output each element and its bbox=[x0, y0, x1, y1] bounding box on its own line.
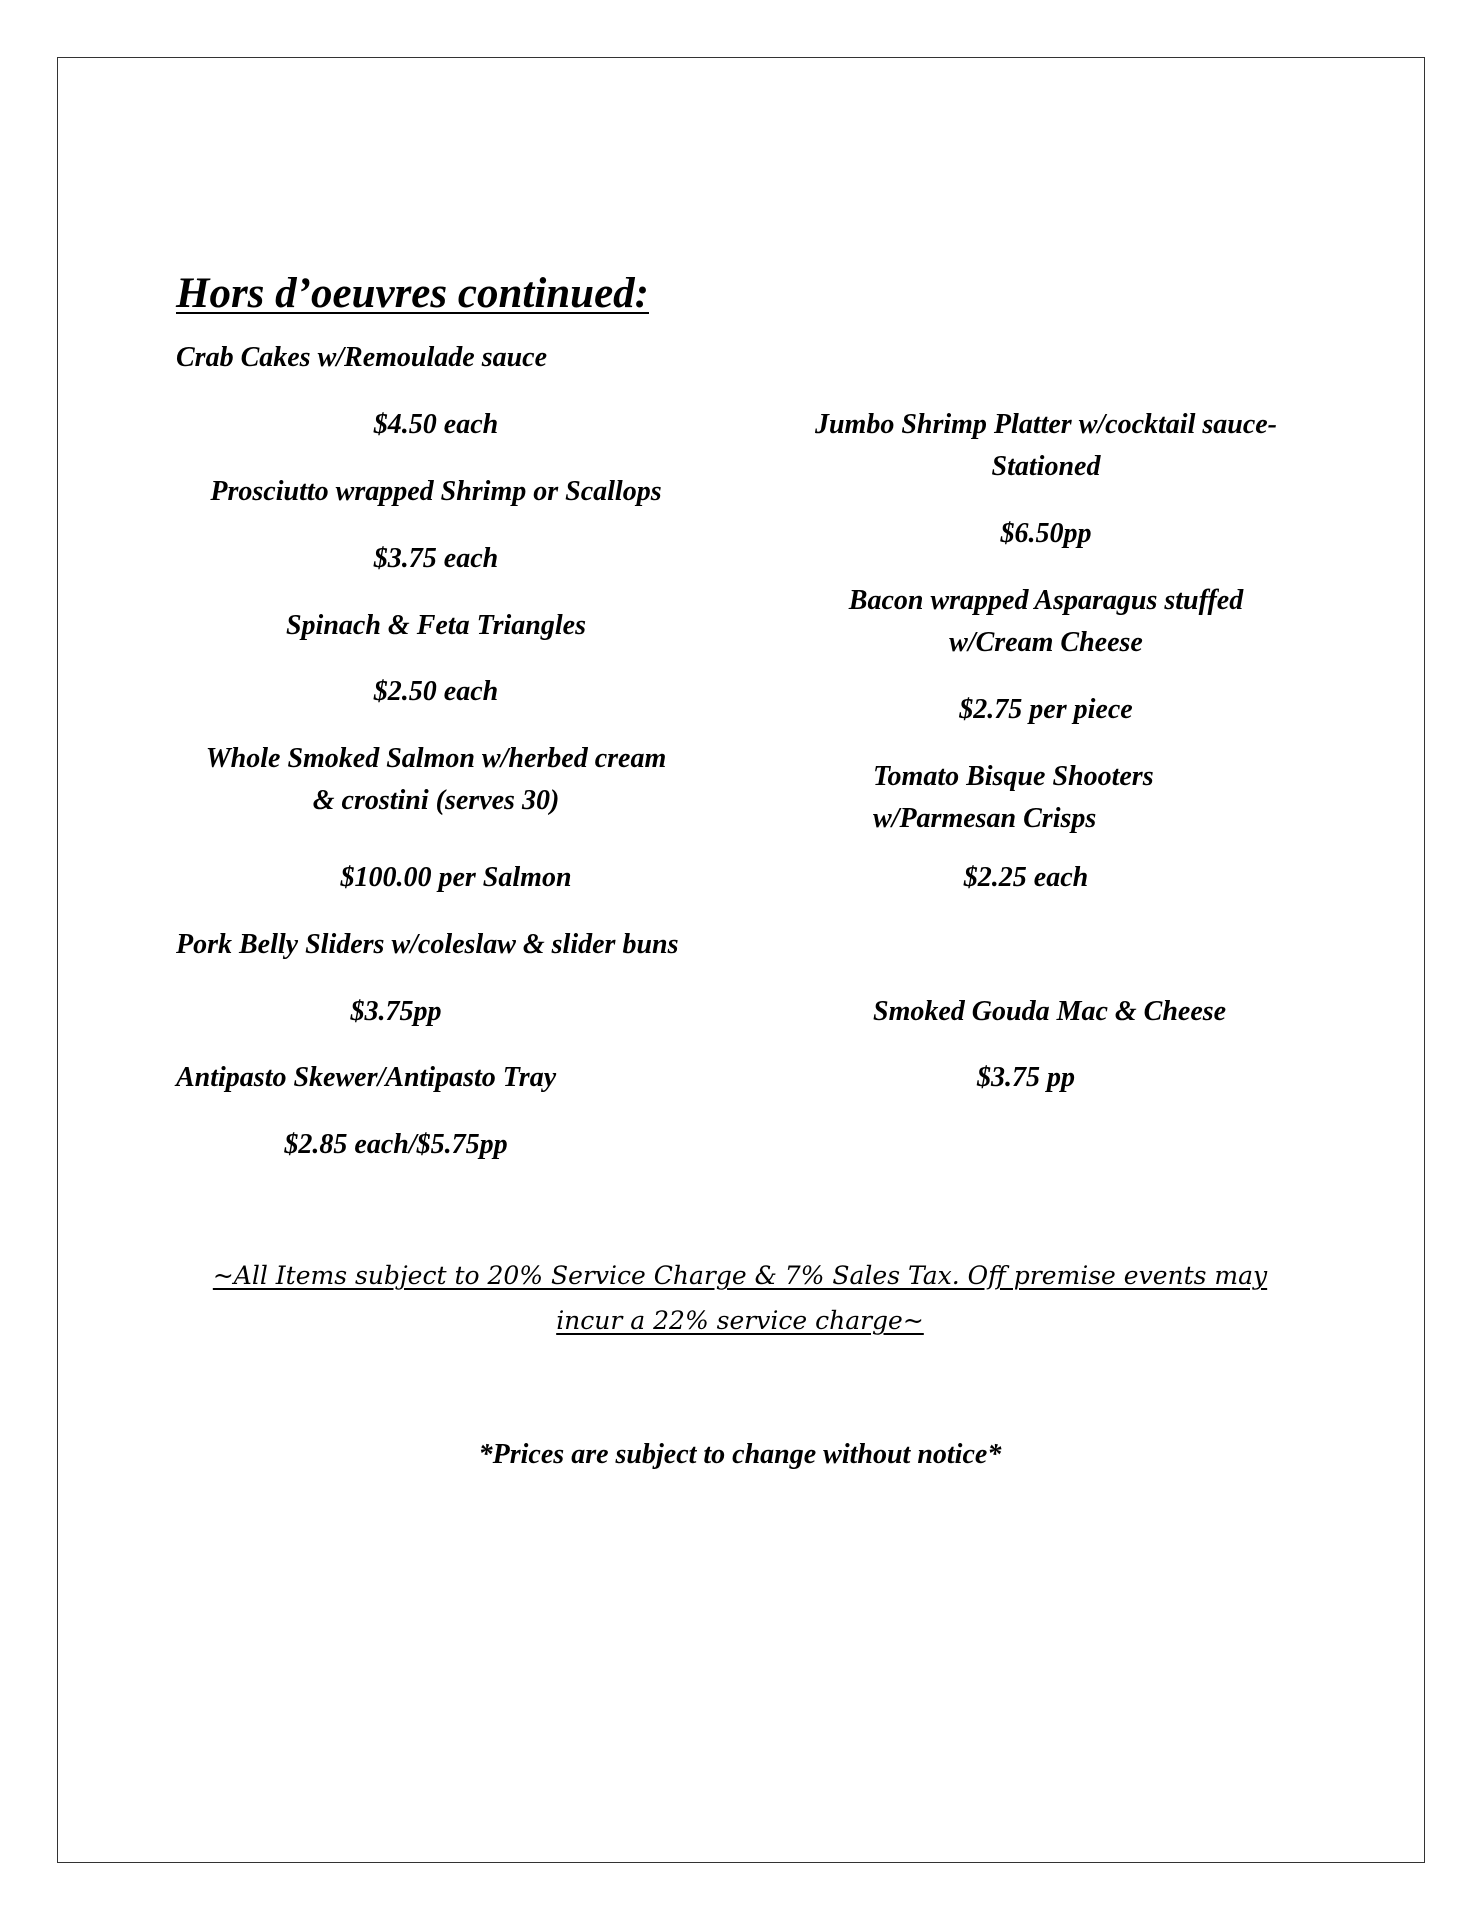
item-pork-belly: Pork Belly Sliders w/coleslaw & slider buns bbox=[176, 929, 679, 960]
price-smoked-gouda-mac: $3.75 pp bbox=[977, 1062, 1075, 1093]
price-prosciutto: $3.75 each bbox=[373, 543, 499, 574]
price-change-notice: *Prices are subject to change without notice* bbox=[478, 1439, 1002, 1470]
page-title: Hors d’oeuvres continued: bbox=[176, 270, 649, 317]
service-charge-note-line2: incur a 22% service charge~ bbox=[556, 1306, 924, 1335]
price-smoked-salmon: $100.00 per Salmon bbox=[340, 862, 572, 893]
item-tomato-bisque-line2: w/Parmesan Crisps bbox=[873, 803, 1097, 834]
item-antipasto: Antipasto Skewer/Antipasto Tray bbox=[176, 1062, 557, 1093]
price-tomato-bisque: $2.25 each bbox=[963, 862, 1089, 893]
item-bacon-asparagus-line2: w/Cream Cheese bbox=[949, 627, 1143, 658]
item-spinach-feta: Spinach & Feta Triangles bbox=[285, 610, 586, 641]
item-prosciutto: Prosciutto wrapped Shrimp or Scallops bbox=[210, 476, 662, 507]
price-spinach-feta: $2.50 each bbox=[373, 676, 499, 707]
item-smoked-salmon-line1: Whole Smoked Salmon w/herbed cream bbox=[205, 743, 667, 774]
price-pork-belly: $3.75pp bbox=[350, 996, 442, 1027]
item-smoked-salmon-line2: & crostini (serves 30) bbox=[312, 785, 560, 816]
item-bacon-asparagus-line1: Bacon wrapped Asparagus stuffed bbox=[848, 585, 1244, 616]
item-smoked-gouda-mac: Smoked Gouda Mac & Cheese bbox=[873, 996, 1227, 1027]
price-bacon-asparagus: $2.75 per piece bbox=[959, 694, 1133, 725]
price-crab-cakes: $4.50 each bbox=[373, 409, 499, 440]
service-charge-note-line1: ~All Items subject to 20% Service Charge & 7% Sales Tax. Off premise events may bbox=[212, 1261, 1268, 1290]
price-jumbo-shrimp: $6.50pp bbox=[1000, 518, 1092, 549]
item-tomato-bisque-line1: Tomato Bisque Shooters bbox=[873, 761, 1154, 792]
item-crab-cakes: Crab Cakes w/Remoulade sauce bbox=[176, 342, 548, 373]
price-antipasto: $2.85 each/$5.75pp bbox=[284, 1129, 508, 1160]
item-jumbo-shrimp-line2: Stationed bbox=[991, 451, 1101, 482]
item-jumbo-shrimp-line1: Jumbo Shrimp Platter w/cocktail sauce- bbox=[814, 409, 1277, 440]
